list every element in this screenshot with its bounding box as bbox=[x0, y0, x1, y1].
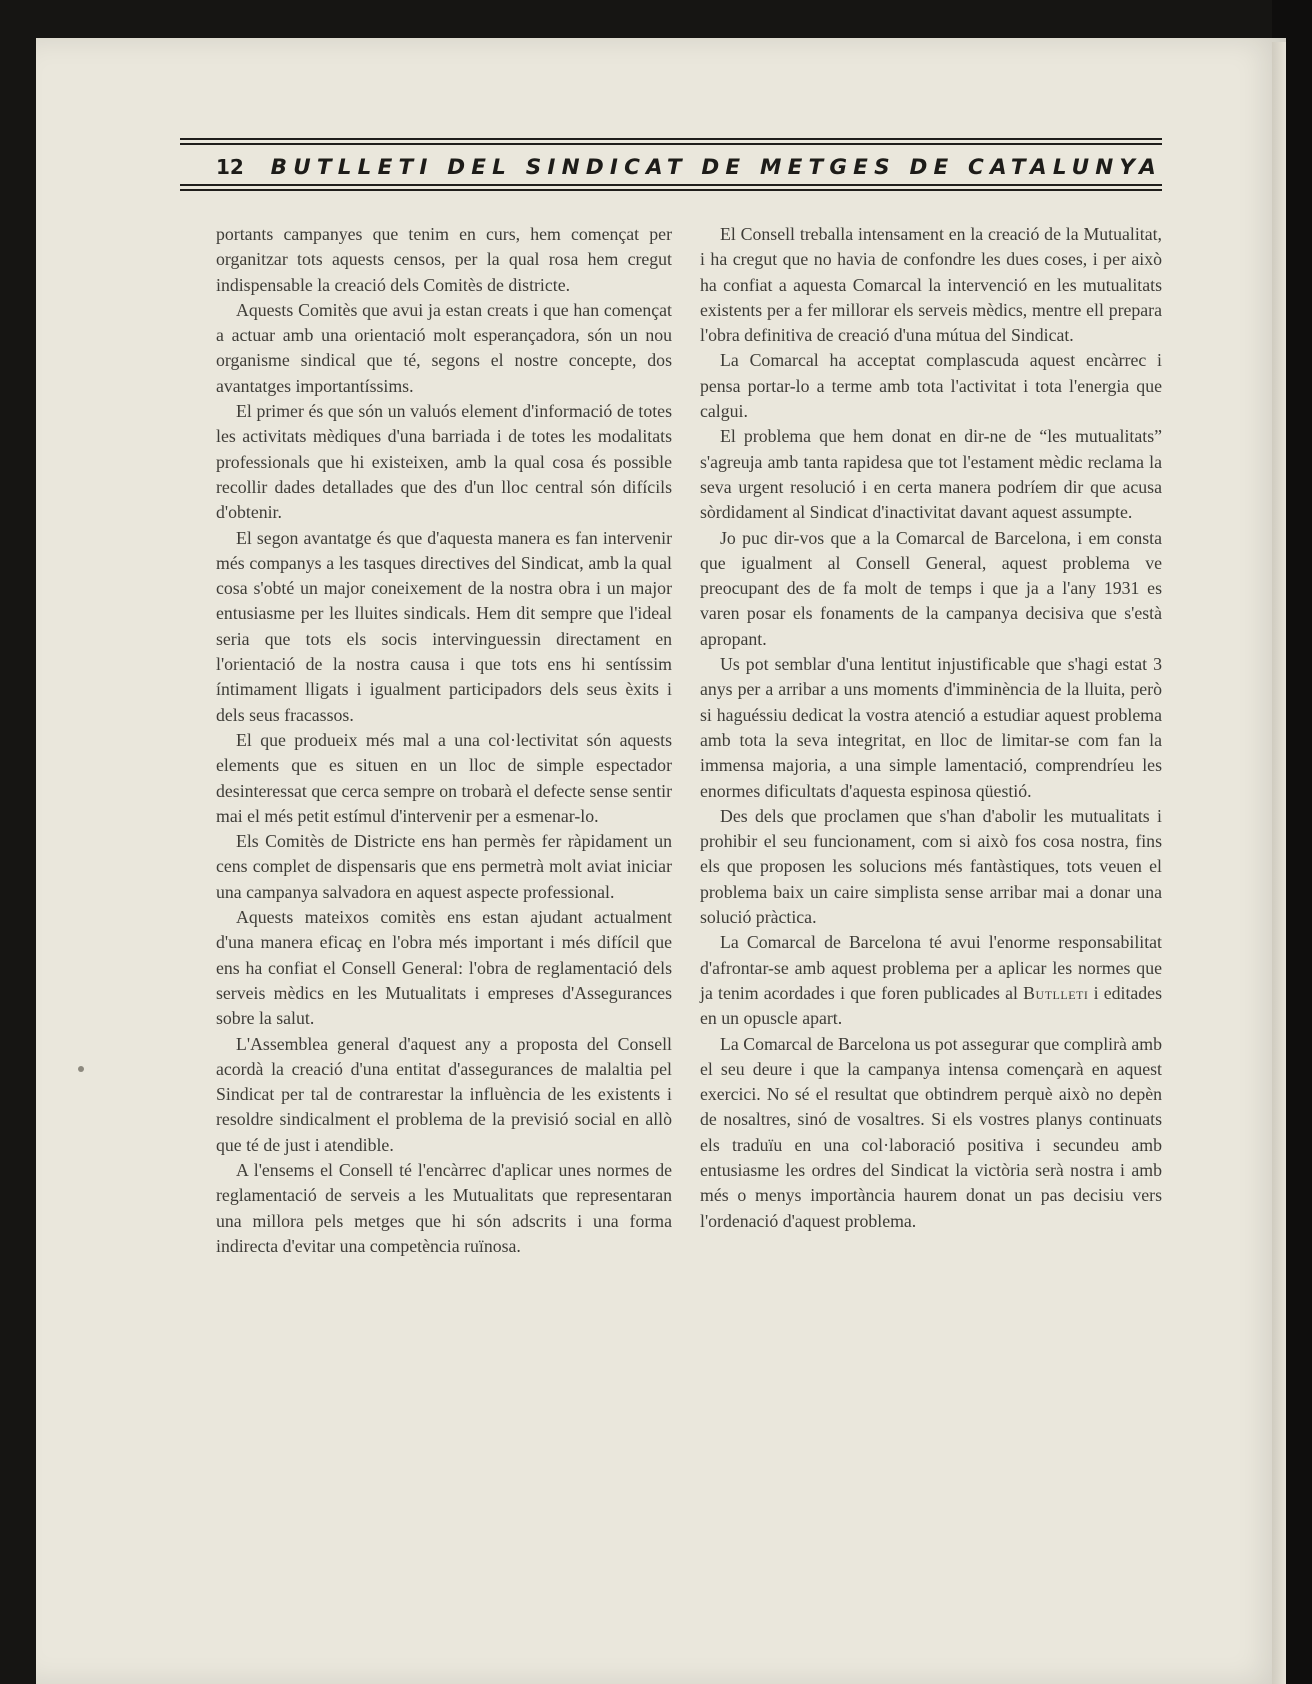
header-rule-bottom bbox=[180, 189, 1162, 191]
paper-speck bbox=[78, 1066, 84, 1072]
header-rule-bottom-inner bbox=[180, 184, 1162, 186]
paragraph: El que produeix més mal a una col·lectivitat són aquests elements que es situen en un lloc de simple espectador desinteressat que cerca sempre on trobarà el defecte sense sentir mai el més petit estímul d'intervenir per a esmenar-lo. bbox=[216, 729, 672, 826]
paragraph: A l'ensems el Consell té l'encàrrec d'aplicar unes normes de reglamentació de serveis a les Mutualitats que representaran una millora pels metges que hi són adscrits i una forma indirecta d'evitar una competència ruïnosa. bbox=[216, 1159, 672, 1256]
paragraph-text: i editades en un opuscle apart. bbox=[700, 982, 1162, 1029]
paragraph: Jo puc dir-vos que a la Comarcal de Barcelona, i em consta que igualment al Consell General, aquest problema ve preocupant des de fa molt de temps i que ja a l'any 1931 es varen posar els fonaments de la campanya decisiva que s'està apropant. bbox=[700, 527, 1162, 649]
paragraph: Els Comitès de Districte ens han permès fer ràpidament un cens complet de dispensaris que ens permetrà molt aviat iniciar una campanya salvadora en aquest aspecte professional. bbox=[216, 831, 672, 902]
page-number: 12 bbox=[216, 155, 244, 179]
paragraph: El problema que hem donat en dir-ne de “les mutualitats” s'agreuja amb tanta rapidesa que tot l'estament mèdic reclama la seva urgent resolució i en certa manera podríem dir que acusa sòrdidament al Sindicat d'inactivitat davant aquest assumpte. bbox=[700, 426, 1162, 523]
paragraph: portants campanyes que tenim en curs, hem començat per organitzar tots aquests censos, per la qual rosa hem cregut indispensable la creació dels Comitès de districte. bbox=[216, 224, 672, 295]
scan-background-top bbox=[0, 0, 1312, 38]
running-title: BUTLLETI DEL SINDICAT DE METGES DE CATALUNYA bbox=[270, 154, 1162, 180]
paragraph-butlleti bbox=[700, 930, 1162, 1031]
header-rule-top bbox=[180, 138, 1162, 140]
left-column bbox=[216, 222, 672, 1259]
paragraph: La Comarcal ha acceptat complascuda aquest encàrrec i pensa portar-lo a terme amb tota l'activitat i tota l'energia que calgui. bbox=[700, 350, 1162, 422]
scan-background-left bbox=[0, 0, 36, 1684]
paragraph: La Comarcal de Barcelona us pot assegurar que complirà amb el seu deure i que la campanya intensa començarà en aquest exercici. No sé el resultat que obtindrem perquè això no depèn de nosaltres, sinó de vosaltres. Si els vostres planys continuats els traduïu en una col·laboració positiva i secundeu amb entusiasme les ordres del Sindicat la victòria serà nostra i amb més o menys importància haurem donat un pas decisiu vers l'ordenació d'aquest problema. bbox=[700, 1033, 1162, 1231]
header-rule-top-inner bbox=[180, 143, 1162, 145]
butlleti-reference: Butlleti bbox=[1023, 982, 1089, 1003]
paragraph: Aquests Comitès que avui ja estan creats i que han començat a actuar amb una orientació molt esperançadora, són un nou organisme sindical que té, segons el nostre concepte, dos avantatges importantíssims. bbox=[216, 299, 672, 396]
paragraph: L'Assemblea general d'aquest any a proposta del Consell acordà la creació d'una entitat d'assegurances de malaltia pel Sindicat per tal de contrarestar la influència de les existents i resoldre sindicalment el problema de la previsió social en allò que té de just i atendible. bbox=[216, 1033, 672, 1155]
paragraph: Des dels que proclamen que s'han d'abolir les mutualitats i prohibir el seu funcionament, com si això fos cosa nostra, fins els que proposen les solucions més fantàstiques, tots veuen el problema baix un caire simplista sense arribar mai a donar una solució pràctica. bbox=[700, 805, 1162, 928]
paragraph: Aquests mateixos comitès ens estan ajudant actualment d'una manera eficaç en l'obra més important i més difícil que ens ha confiat el Consell General: l'obra de reglamentació dels serveis mèdics en les Mutualitats i empreses d'Assegurances sobre la salut. bbox=[216, 907, 672, 1029]
paragraph: El Consell treballa intensament en la creació de la Mutualitat, i ha cregut que no havia de confondre les dues coses, i per això ha confiat a aquesta Comarcal la intervenció en les mutualitats existents per a fer millorar els serveis mèdics, mentre ell prepara l'obra definitiva de creació d'una mútua del Sindicat. bbox=[700, 224, 1162, 346]
paragraph: El primer és que són un valuós element d'informació de totes les activitats mèdiques d'una barriada i de totes les modalitats professionals que hi existeixen, amb la qual cosa és possible recollir dades detallades que des d'un lloc central són difícils d'obtenir. bbox=[216, 401, 672, 523]
running-header bbox=[180, 150, 1162, 184]
next-page-edge bbox=[1272, 42, 1286, 1684]
right-column bbox=[700, 222, 1162, 1234]
paragraph: Us pot semblar d'una lentitut injustificable que s'hagi estat 3 anys per a arribar a uns moments d'imminència de la lluita, però si haguéssiu dedicat la vostra atenció a estudiar aquest problema amb tota la seva integritat, en lloc de limitar-se com fan la immensa majoria, a una simple lamentació, comprendríeu les enormes dificultats d'aquesta espinosa qüestió. bbox=[700, 654, 1162, 801]
paragraph: El segon avantatge és que d'aquesta manera es fan intervenir més companys a les tasques directives del Sindicat, amb la qual cosa s'obté un major coneixement de la nostra obra i un major entusiasme per les lluites sindicals. Hem dit sempre que l'ideal seria que tots els socis intervinguessin directament en l'orientació de la nostra causa i que tots ens hi sentíssim íntimament lligats i igualment participadors dels seus èxits i dels seus fracassos. bbox=[216, 527, 672, 725]
paragraph-text: La Comarcal de Barcelona té avui l'enorme responsabilitat d'afrontar-se amb aquest problema per a aplicar les normes que ja tenim acordades i que foren publicades al bbox=[700, 932, 1162, 1003]
